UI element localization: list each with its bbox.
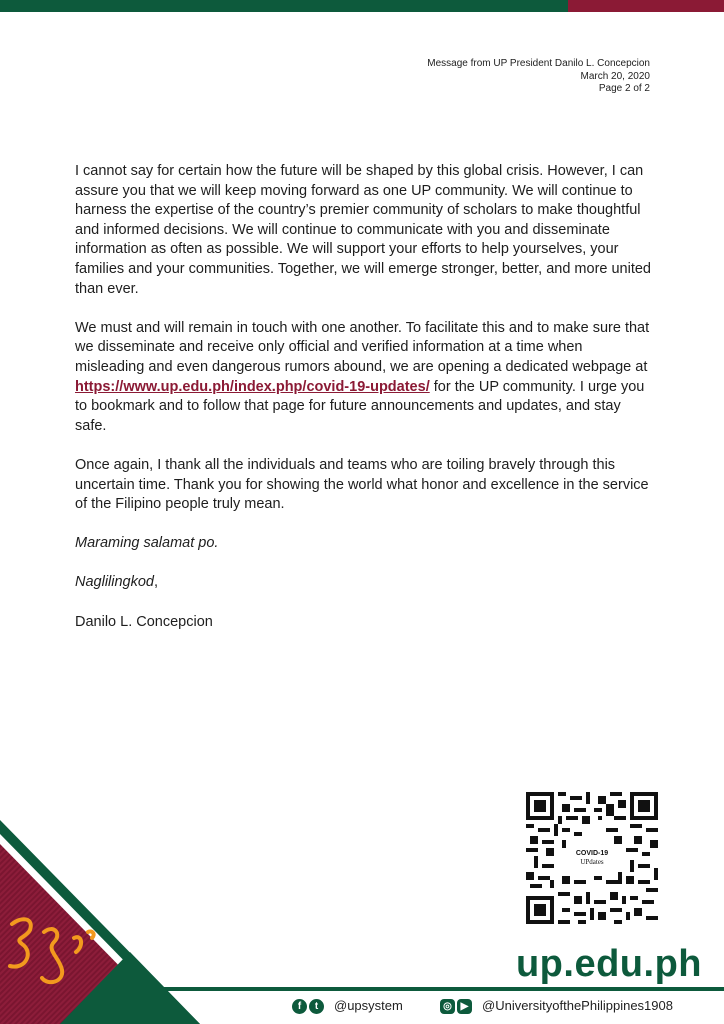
qr-label-top: COVID-19	[575, 850, 609, 857]
qr-label	[570, 849, 614, 869]
corner-decoration	[0, 820, 200, 1024]
paragraph-2-end: for the UP community. I urge you to bookmark and to follow that page for future announcements and updates, and stay safe.	[75, 378, 645, 434]
facebook-icon[interactable]: f	[292, 999, 307, 1014]
top-bar-green	[0, 0, 568, 12]
footer-line	[150, 987, 724, 991]
website-url[interactable]: up.edu.ph	[515, 943, 702, 985]
twitter-icon[interactable]: t	[309, 999, 324, 1014]
instagram-icon[interactable]: ◎	[440, 999, 455, 1014]
letter-body	[75, 162, 655, 632]
social-handle-group-1	[292, 997, 403, 1015]
paragraph-1: I cannot say for certain how the future will be shaped by this global crisis. However, I can assure you that we will keep moving forward as one UP community. We will continue to harness the expertise of the country’s premier community of scholars to make thoughtful and informed decisions. We will continue to communicate with you and disseminate information as often as possible. We will support your efforts to help yourselves, your families and your communities. Together, we will emerge stronger, better, and more united than ever.	[75, 163, 651, 297]
youtube-icon[interactable]: ▶	[457, 999, 472, 1014]
top-bar-maroon	[568, 0, 724, 12]
closing-service-word: Naglilingkod	[75, 574, 154, 591]
qr-label-bottom: UPdates	[580, 858, 604, 866]
header-page: Page 2 of 2	[598, 83, 650, 94]
header-title: Message from UP President Danilo L. Concepcion	[427, 58, 650, 69]
paragraph-3: Once again, I thank all the individuals and teams who are toiling bravely through this uncertain time. Thank you for showing the world what honor and excellence in the service of the Filipino people truly mean.	[75, 456, 649, 513]
social-handle-group-2	[440, 997, 673, 1015]
closing-thanks: Maraming salamat po.	[75, 535, 219, 552]
header-date: March 20, 2020	[580, 70, 650, 82]
paragraph-2-start: We must and will remain in touch with one another. To facilitate this and to make sure that we disseminate and receive only official and verified information at a time when misleading and even dangerous rumors abound, we are opening a dedicated webpage at	[75, 319, 650, 375]
signature: Danilo L. Concepcion	[75, 613, 213, 630]
closing-service-comma: ,	[154, 574, 159, 591]
letter-header	[427, 58, 650, 96]
closing-service	[75, 573, 655, 593]
paragraph-2	[75, 319, 655, 437]
social-handle-up1908[interactable]: @UniversityofthePhilippines1908	[482, 998, 673, 1013]
social-handle-upsystem[interactable]: @upsystem	[334, 998, 403, 1013]
covid-updates-link[interactable]: https://www.up.edu.ph/index.php/covid-19-updates/	[75, 378, 430, 395]
